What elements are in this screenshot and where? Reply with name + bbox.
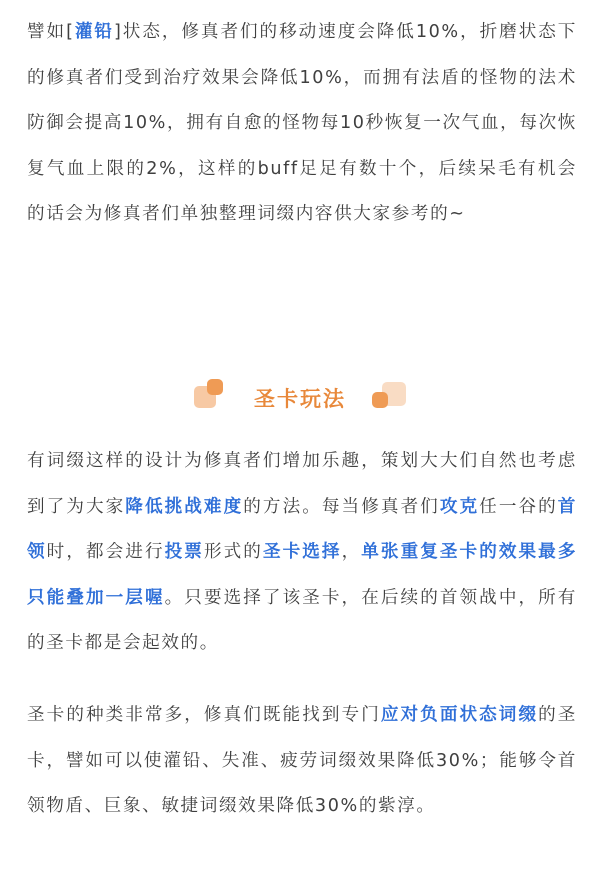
text-run: 圣卡的种类非常多，修真们既能找到专门 — [27, 705, 381, 725]
text-run: 有词缀这样的设计为修真者们增加乐趣，策划大大们自然也考虑到了为大家 — [27, 451, 577, 517]
paragraph-card-intro — [27, 439, 577, 667]
highlight-keyword: 降低挑战难度 — [125, 496, 244, 517]
text-run: 任一谷的 — [479, 496, 558, 517]
highlight-keyword: 灌铅 — [74, 22, 114, 42]
text-run: 形式的 — [203, 542, 263, 562]
section-title: 圣卡玩法 — [254, 387, 346, 411]
highlight-keyword: 圣卡选择 — [262, 542, 342, 562]
paragraph-debuff-examples — [27, 10, 577, 238]
text-run: 时，都会进行 — [46, 542, 165, 562]
highlight-keyword: 投票 — [164, 542, 204, 562]
section-heading — [0, 370, 600, 430]
text-run: 譬如[ — [27, 22, 75, 42]
text-run: 。只要选择了该圣卡，在后续的首领战中，所有的圣卡都是会起效的。 — [27, 587, 578, 653]
text-run: 的方法。每当修真者们 — [243, 496, 440, 517]
text-run: ]状态，修真者们的移动速度会降低10%，折磨状态下的修真者们受到治疗效果会降低10%，而拥有法盾的怪物的法术防御会提高10%，拥有自愈的怪物每10秒恢复一次气血，每次恢复气血上限的2%，这样的buff足足有数十个，后续呆毛有机会的话会为修真者们单独整理词缀内容供大家参考的~ — [27, 22, 577, 224]
paragraph-card-types — [27, 693, 577, 830]
highlight-keyword: 首领 — [27, 496, 577, 562]
highlight-keyword: 应对负面状态词缀 — [380, 705, 539, 725]
text-run: ， — [341, 542, 362, 562]
decorative-square-icon — [372, 392, 388, 408]
highlight-keyword: 攻克 — [439, 496, 480, 517]
text-run: 的圣卡，譬如可以使灌铅、失准、疲劳词缀效果降低30%；能够令首领物盾、巨象、敏捷词缀效果降低30%的紫淳。 — [27, 705, 577, 816]
highlight-keyword: 单张重复圣卡的效果最多只能叠加一层喔 — [27, 542, 578, 608]
